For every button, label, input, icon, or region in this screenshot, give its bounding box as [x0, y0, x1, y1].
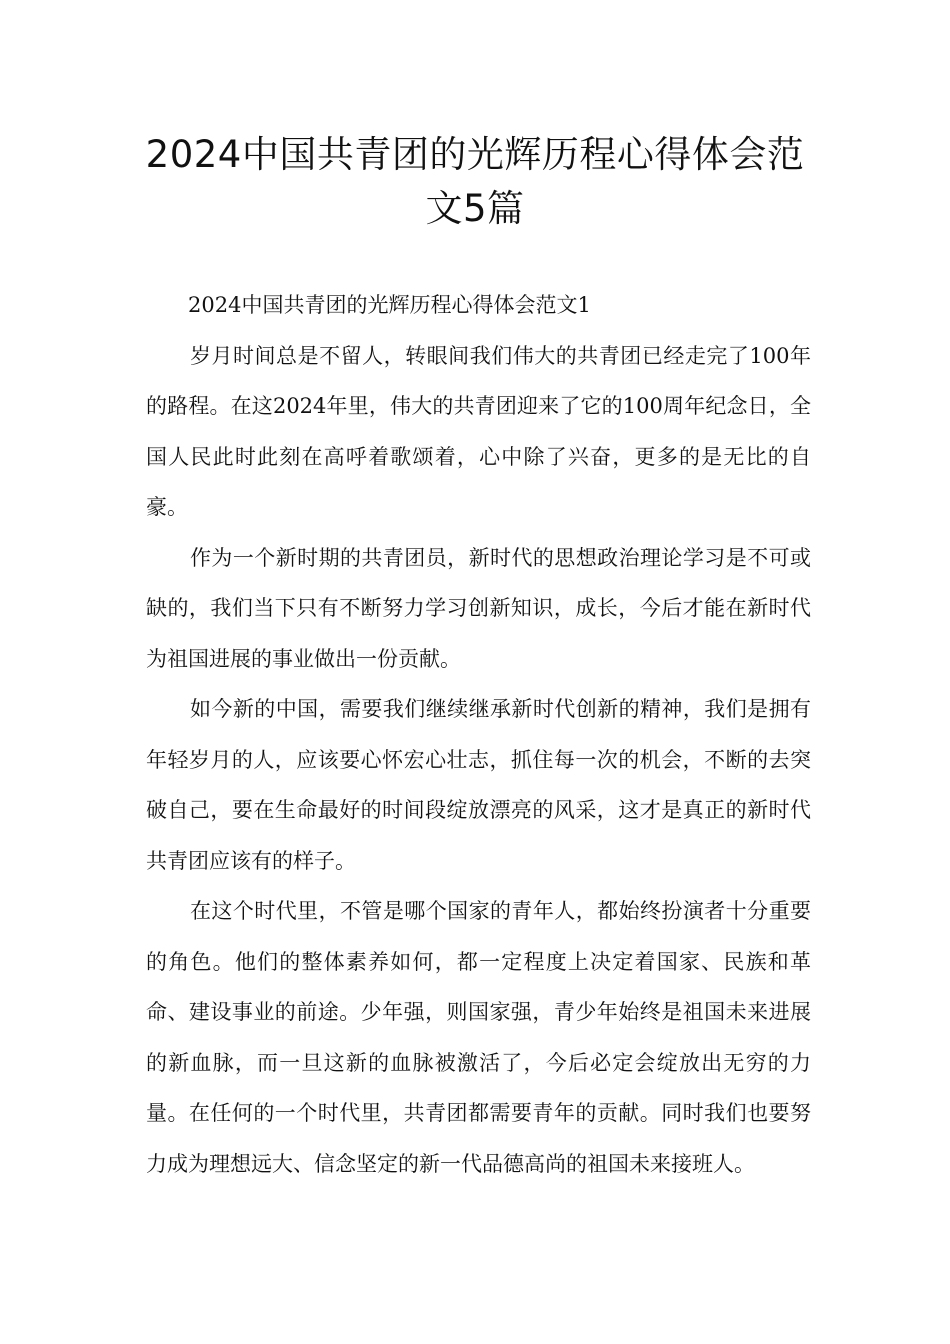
title-line-2: 文5篇: [425, 187, 525, 230]
title-line-1: 2024中国共青团的光辉历程心得体会范: [145, 133, 805, 176]
document-body: [146, 280, 811, 1189]
paragraph-4: 在这个时代里，不管是哪个国家的青年人，都始终扮演者十分重要的角色。他们的整体素养如何，都一定程度上决定着国家、民族和革命、建设事业的前途。少年强，则国家强，青少年始终是祖国未来进展的新血脉，而一旦这新的血脉被激活了，今后必定会绽放出无穷的力量。在任何的一个时代里，共青团都需要青年的贡献。同时我们也要努力成为理想远大、信念坚定的新一代品德高尚的祖国未来接班人。: [146, 899, 811, 1176]
paragraph-3: 如今新的中国，需要我们继续继承新时代创新的精神，我们是拥有年轻岁月的人，应该要心怀宏心壮志，抓住每一次的机会，不断的去突破自己，要在生命最好的时间段绽放漂亮的风采，这才是真正的新时代共青团应该有的样子。: [146, 697, 811, 873]
paragraph-2: 作为一个新时期的共青团员，新时代的思想政治理论学习是不可或缺的，我们当下只有不断努力学习创新知识，成长，今后才能在新时代为祖国进展的事业做出一份贡献。: [146, 545, 811, 671]
paragraph-1: 岁月时间总是不留人，转眼间我们伟大的共青团已经走完了100年的路程。在这2024年里，伟大的共青团迎来了它的100周年纪念日，全国人民此时此刻在高呼着歌颂着，心中除了兴奋，更多的是无比的自豪。: [146, 343, 811, 519]
section-heading: 2024中国共青团的光辉历程心得体会范文1: [188, 293, 591, 317]
document-title: [130, 128, 820, 236]
